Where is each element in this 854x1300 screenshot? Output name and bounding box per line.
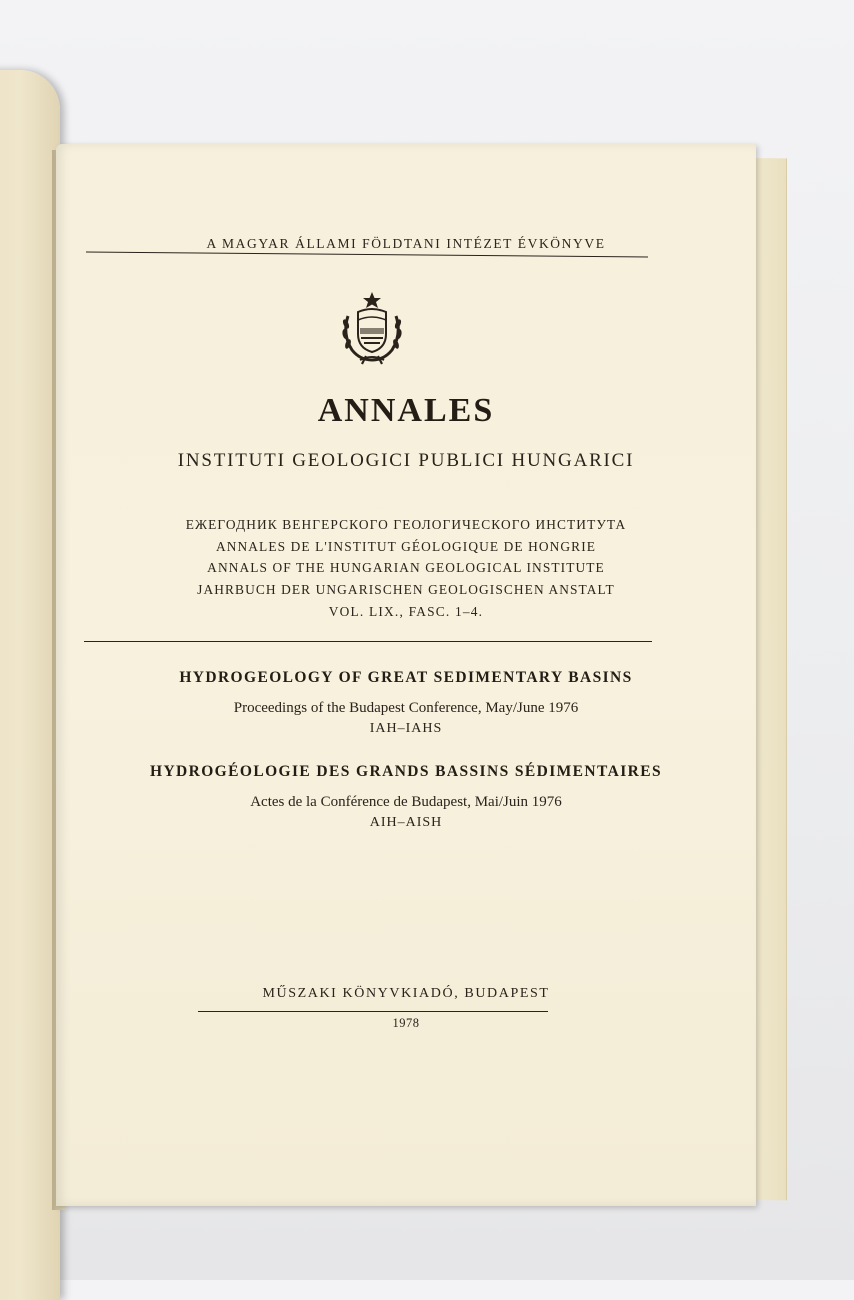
- translation-russian: ЕЖЕГОДНИК ВЕНГЕРСКОГО ГЕОЛОГИЧЕСКОГО ИНСТИТУТА: [185, 517, 627, 532]
- main-title: ANNALES: [317, 392, 495, 429]
- english-proceedings: Proceedings of the Budapest Conference, May/June 1976: [233, 700, 579, 716]
- translation-german: JAHRBUCH DER UNGARISCHEN GEOLOGISCHEN ANSTALT: [197, 581, 615, 597]
- hungarian-coat-of-arms-icon: [336, 290, 408, 366]
- title-page: [56, 144, 756, 1206]
- publisher: MŰSZAKI KÖNYVKIADÓ, BUDAPEST: [262, 986, 550, 1001]
- publisher-rule: [198, 1011, 548, 1012]
- title-translations: [56, 514, 756, 600]
- translation-french: ANNALES DE L'INSTITUT GÉOLOGIQUE DE HONGRIE: [215, 538, 597, 554]
- english-code: IAH–IAHS: [369, 721, 443, 736]
- french-proceedings: Actes de la Conférence de Budapest, Mai/Juin 1976: [250, 794, 562, 810]
- volume-info: VOL. LIX., FASC. 1–4.: [328, 604, 484, 619]
- publication-year: 1978: [392, 1016, 420, 1030]
- institute-header: A MAGYAR ÁLLAMI FÖLDTANI INTÉZET ÉVKÖNYVE: [206, 236, 606, 251]
- header-rule: [86, 252, 648, 258]
- french-heading: HYDROGÉOLOGIE DES GRANDS BASSINS SÉDIMENTAIRES: [149, 763, 662, 780]
- latin-subtitle: INSTITUTI GEOLOGICI PUBLICI HUNGARICI: [177, 450, 635, 471]
- volume-rule: [84, 641, 652, 642]
- translation-english: ANNALS OF THE HUNGARIAN GEOLOGICAL INSTITUTE: [207, 560, 605, 575]
- french-code: AIH–AISH: [369, 815, 443, 830]
- english-heading: HYDROGEOLOGY OF GREAT SEDIMENTARY BASINS: [179, 669, 633, 686]
- left-page-edge: [0, 70, 60, 1300]
